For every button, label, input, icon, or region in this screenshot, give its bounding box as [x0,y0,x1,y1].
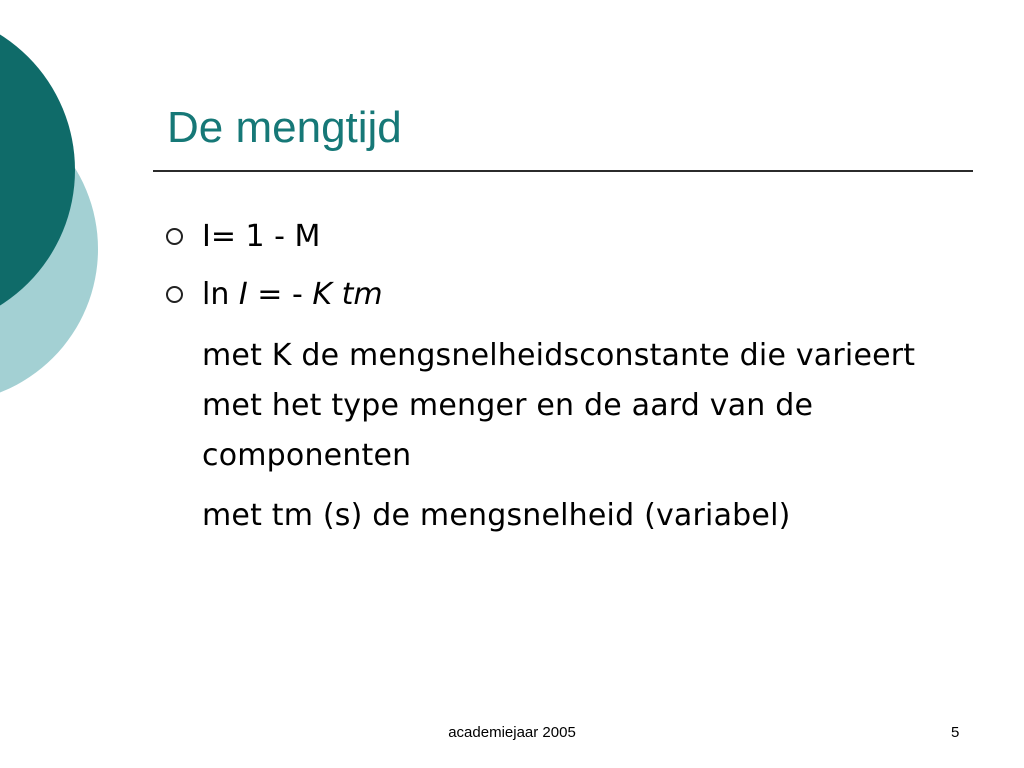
hollow-circle-bullet-icon [166,286,183,303]
explanation-paragraph: met tm (s) de mengsnelheid (variabel) [202,498,791,533]
hollow-circle-bullet-icon [166,228,183,245]
explanation-paragraph: met K de mengsnelheidsconstante die varieert met het type menger en de aard van de componenten [202,338,916,473]
slide-body [163,215,953,541]
title-divider [153,170,973,172]
bullet-item [163,215,953,257]
footer-text: academiejaar 2005 [448,724,576,741]
bullet-text: I= 1 - M [202,218,321,254]
bullet-item [163,273,953,315]
bullet-text: ln I = - K tm [202,276,383,312]
page-number: 5 [951,724,960,741]
slide-title: De mengtijd [167,103,402,152]
